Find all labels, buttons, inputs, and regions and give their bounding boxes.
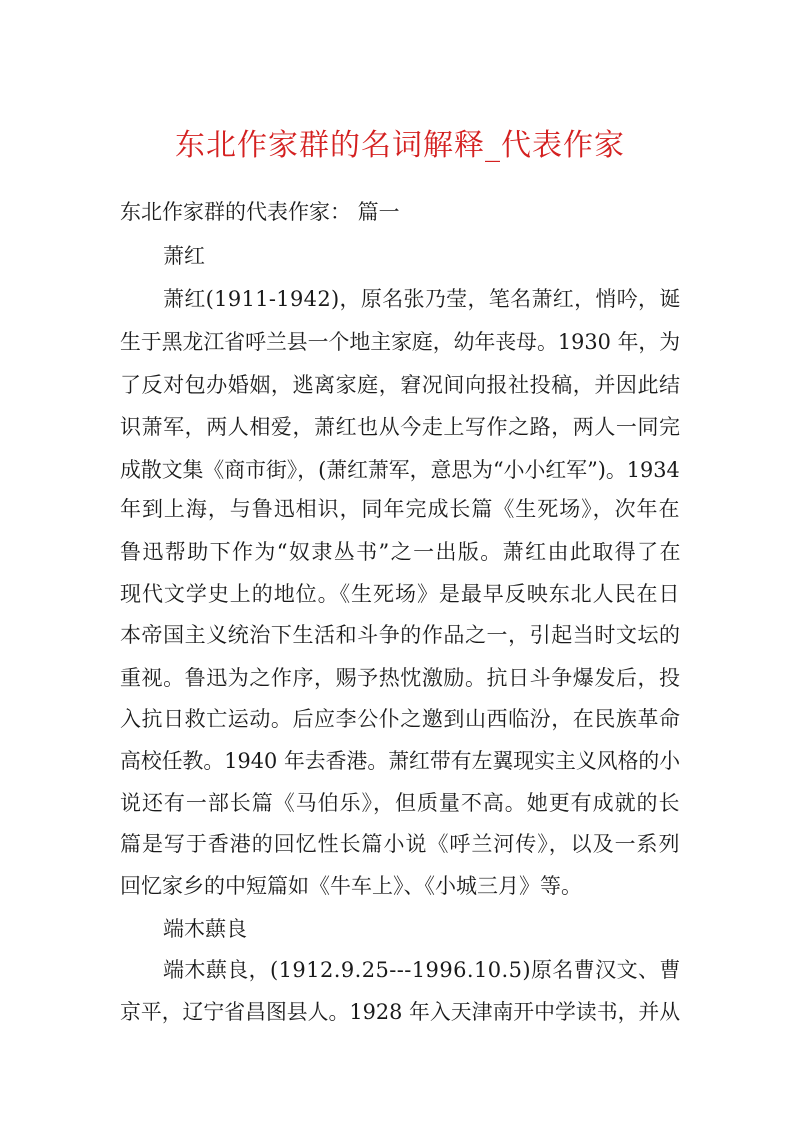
section-heading: 东北作家群的代表作家： 篇一 <box>120 200 400 224</box>
author-heading-xiao-hong: 萧红 <box>163 244 205 268</box>
paragraph-line: 京平，辽宁省昌图县人。1928 年入天津南开中学读书，并从 <box>120 1000 681 1024</box>
paragraph-line: 入抗日救亡运动。后应李公仆之邀到山西临汾，在民族革命 <box>120 707 681 731</box>
paragraph-line: 年到上海，与鲁迅相识，同年完成长篇《生死场》，次年在 <box>120 497 681 521</box>
paragraph-line: 本帝国主义统治下生活和斗争的作品之一，引起当时文坛的 <box>120 623 681 647</box>
paragraph-line: 萧红(1911-1942)，原名张乃莹，笔名萧红，悄吟，诞 <box>163 287 681 311</box>
paragraph-line: 成散文集《商市街》，(萧红萧军，意思为“小小红军”)。1934 <box>120 458 680 482</box>
document-title: 东北作家群的名词解释_代表作家 <box>175 128 625 163</box>
paragraph-line: 生于黑龙江省呼兰县一个地主家庭，幼年丧母。1930 年，为 <box>120 330 681 354</box>
paragraph-line: 篇是写于香港的回忆性长篇小说《呼兰河传》，以及一系列 <box>120 832 681 856</box>
paragraph-line: 现代文学史上的地位。《生死场》是最早反映东北人民在日 <box>120 582 681 606</box>
paragraph-line: 回忆家乡的中短篇如《牛车上》、《小城三月》等。 <box>120 874 582 898</box>
paragraph-line: 重视。鲁迅为之作序，赐予热忱激励。抗日斗争爆发后，投 <box>120 666 681 690</box>
author-heading-duanmu-hongliang: 端木蕻良 <box>163 917 247 941</box>
paragraph-line: 端木蕻良，(1912.9.25---1996.10.5)原名曹汉文、曹 <box>163 958 681 982</box>
paragraph-line: 鲁迅帮助下作为“奴隶丛书”之一出版。萧红由此取得了在 <box>120 540 682 564</box>
paragraph-line: 高校任教。1940 年去香港。萧红带有左翼现实主义风格的小 <box>120 749 681 773</box>
paragraph-line: 了反对包办婚姻，逃离家庭，窘况间向报社投稿，并因此结 <box>120 373 681 397</box>
paragraph-line: 识萧军，两人相爱，萧红也从今走上写作之路，两人一同完 <box>120 415 681 439</box>
paragraph-line: 说还有一部长篇《马伯乐》，但质量不高。她更有成就的长 <box>120 791 681 815</box>
